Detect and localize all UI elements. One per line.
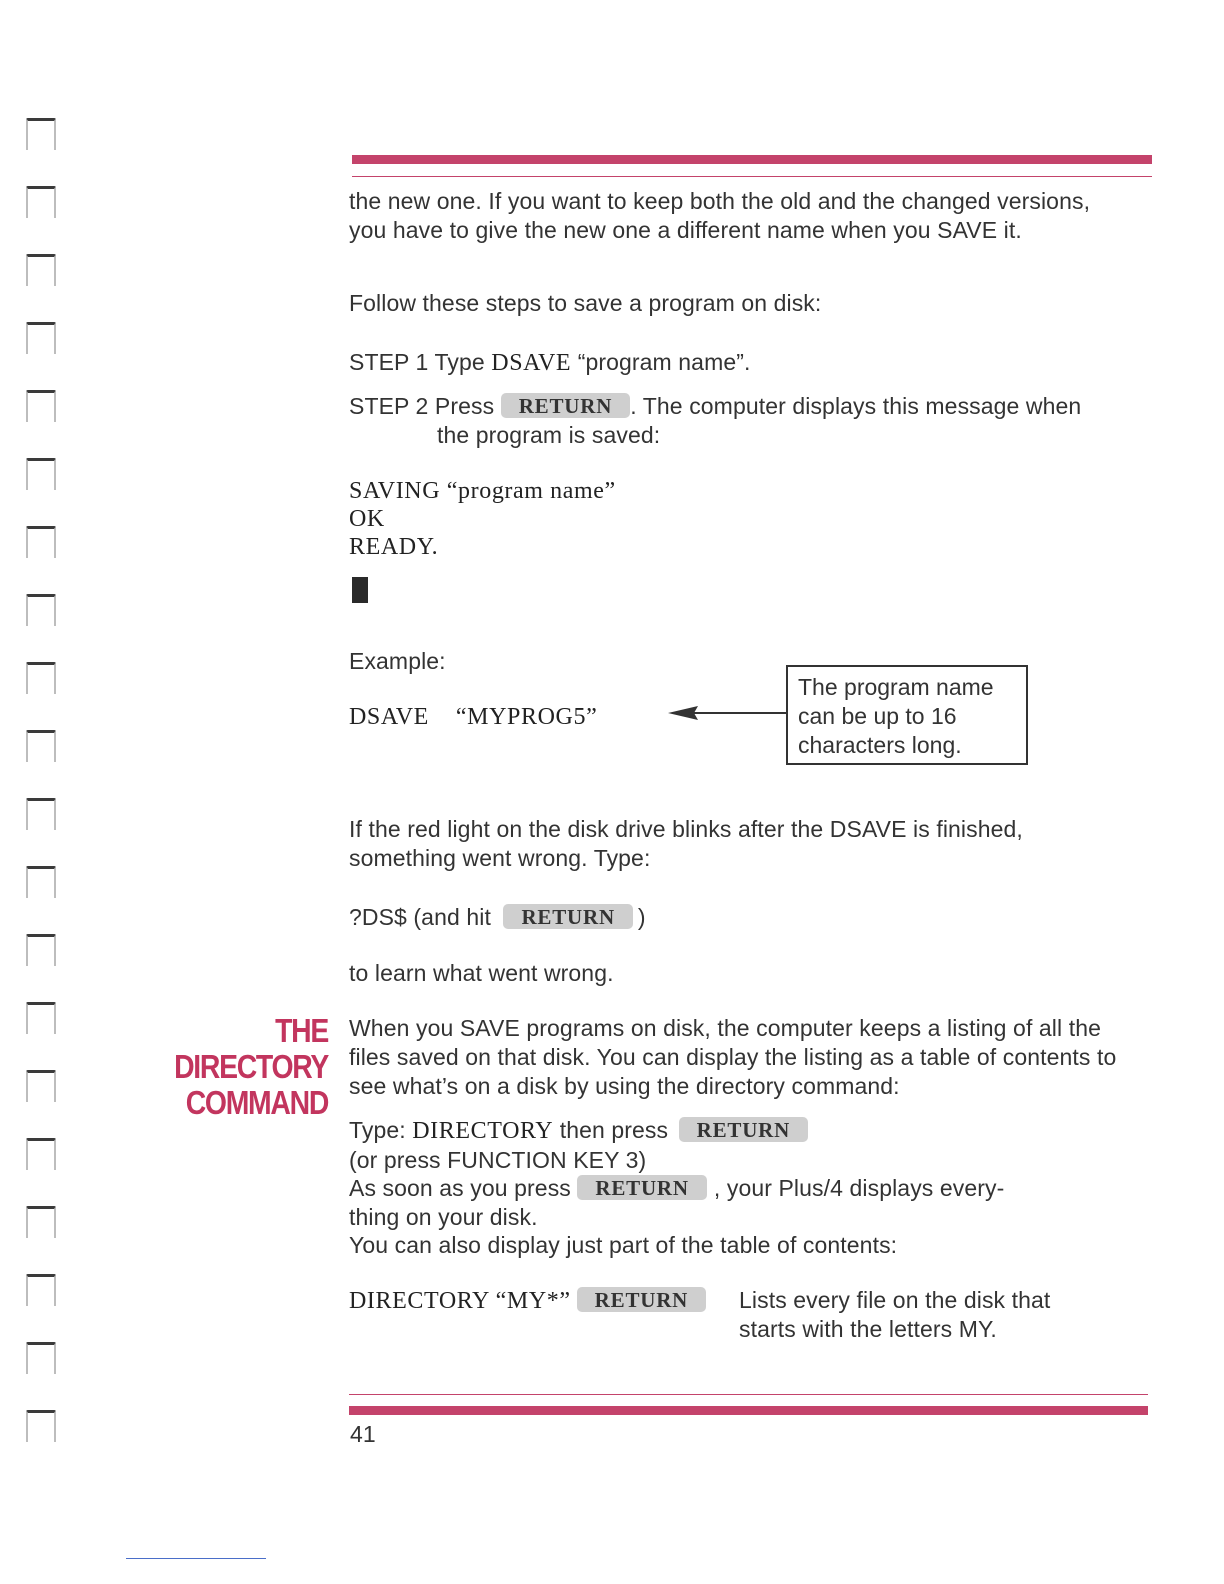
binder-hole-icon [26,254,56,286]
section-heading-line-3: COMMAND [185,1084,328,1121]
top-accent-rule [352,155,1152,164]
example-command-keyword: DSAVE [349,704,429,730]
binder-hole-icon [26,186,56,218]
directory-example-description [739,1286,1149,1344]
directory-example-command: DIRECTORY “MY*” [349,1288,571,1314]
directory-type-command: DIRECTORY [412,1118,554,1144]
directory-example-desc-line-2: starts with the letters MY. [739,1316,997,1342]
steps-intro: Follow these steps to save a program on disk: [349,290,822,316]
section-heading-line-2: DIRECTORY [174,1048,328,1085]
step-1 [349,348,1149,378]
directory-soon-suffix: , your Plus/4 displays every- [713,1175,1005,1201]
block-cursor-icon [352,577,368,603]
directory-usage [349,1116,1129,1260]
top-thin-rule [352,176,1152,177]
return-key: RETURN [501,393,630,418]
screen-output [349,477,849,561]
directory-example-desc-line-1: Lists every file on the disk that [739,1287,1051,1313]
section-heading [174,1013,328,1121]
step-1-suffix: “program name”. [571,349,751,375]
binder-hole-icon [26,1206,56,1238]
binder-hole-icon [26,1002,56,1034]
directory-function-key-line: (or press FUNCTION KEY 3) [349,1146,647,1173]
binder-hole-icon [26,1070,56,1102]
binder-hole-icon [26,1342,56,1374]
binder-hole-icon [26,934,56,966]
step-2 [349,392,1169,450]
screen-line-ok: OK [349,506,385,532]
example-label: Example: [349,648,446,674]
return-key: RETURN [679,1117,808,1142]
return-key: RETURN [577,1287,706,1312]
screen-line-saving: SAVING “program name” [349,478,616,504]
directory-intro: When you SAVE programs on disk, the computer keeps a listing of all the files saved on that disk. You can display the listing as a table of contents to see what’s on a disk by using the directory command: [349,1015,1117,1099]
step-2-suffix: . The computer displays this message when [630,393,1082,419]
bottom-accent-rule [349,1406,1148,1415]
step-1-label: STEP 1 Type [349,349,492,375]
directory-soon-continuation: thing on your disk. [349,1203,538,1230]
binder-hole-icon [26,730,56,762]
ds-hint: (and hit [406,904,498,930]
continuation-paragraph: the new one. If you want to keep both the old and the changed versions, you have to give the new one a different name when you SAVE it. [349,188,1091,243]
binder-hole-icon [26,390,56,422]
binder-hole-icon [26,662,56,694]
page-number: 41 [350,1421,376,1447]
ds-command: ?DS$ [349,904,407,930]
binder-hole-icon [26,1410,56,1442]
binder-hole-icon [26,594,56,626]
return-key: RETURN [503,904,632,929]
step-2-label: STEP 2 Press [349,393,501,419]
ds-suffix: ) [637,904,646,930]
program-name-callout: The program name can be up to 16 characters long. [786,665,1028,765]
ds-command-line [349,903,949,932]
binder-hole-icon [26,322,56,354]
arrow-left-icon [666,703,790,723]
directory-partial-line: You can also display just part of the table of contents: [349,1232,898,1258]
directory-soon-line [349,1174,1129,1203]
step-2-continuation: the program is saved: [437,422,661,448]
error-paragraph: If the red light on the disk drive blinks after the DSAVE is finished, something went wrong. Type: [349,816,1023,871]
return-key: RETURN [577,1175,706,1200]
binder-hole-icon [26,798,56,830]
learn-text: to learn what went wrong. [349,960,614,986]
binder-hole-icon [26,866,56,898]
directory-type-line [349,1116,1129,1146]
section-heading-line-1: THE [275,1012,328,1049]
directory-type-prefix: Type: [349,1117,413,1143]
bottom-thin-rule [349,1394,1148,1395]
example-command-argument: “MYPROG5” [455,704,598,730]
footer-link-underline [126,1558,266,1559]
example-command [349,703,669,732]
step-1-command: DSAVE [491,350,572,376]
binder-hole-icon [26,1138,56,1170]
screen-line-ready: READY. [349,534,439,560]
binder-hole-icon [26,526,56,558]
binder-hole-icon [26,458,56,490]
directory-soon-prefix: As soon as you press [349,1175,578,1201]
binder-hole-icon [26,1274,56,1306]
directory-type-suffix: then press [553,1117,675,1143]
binder-hole-icon [26,118,56,150]
